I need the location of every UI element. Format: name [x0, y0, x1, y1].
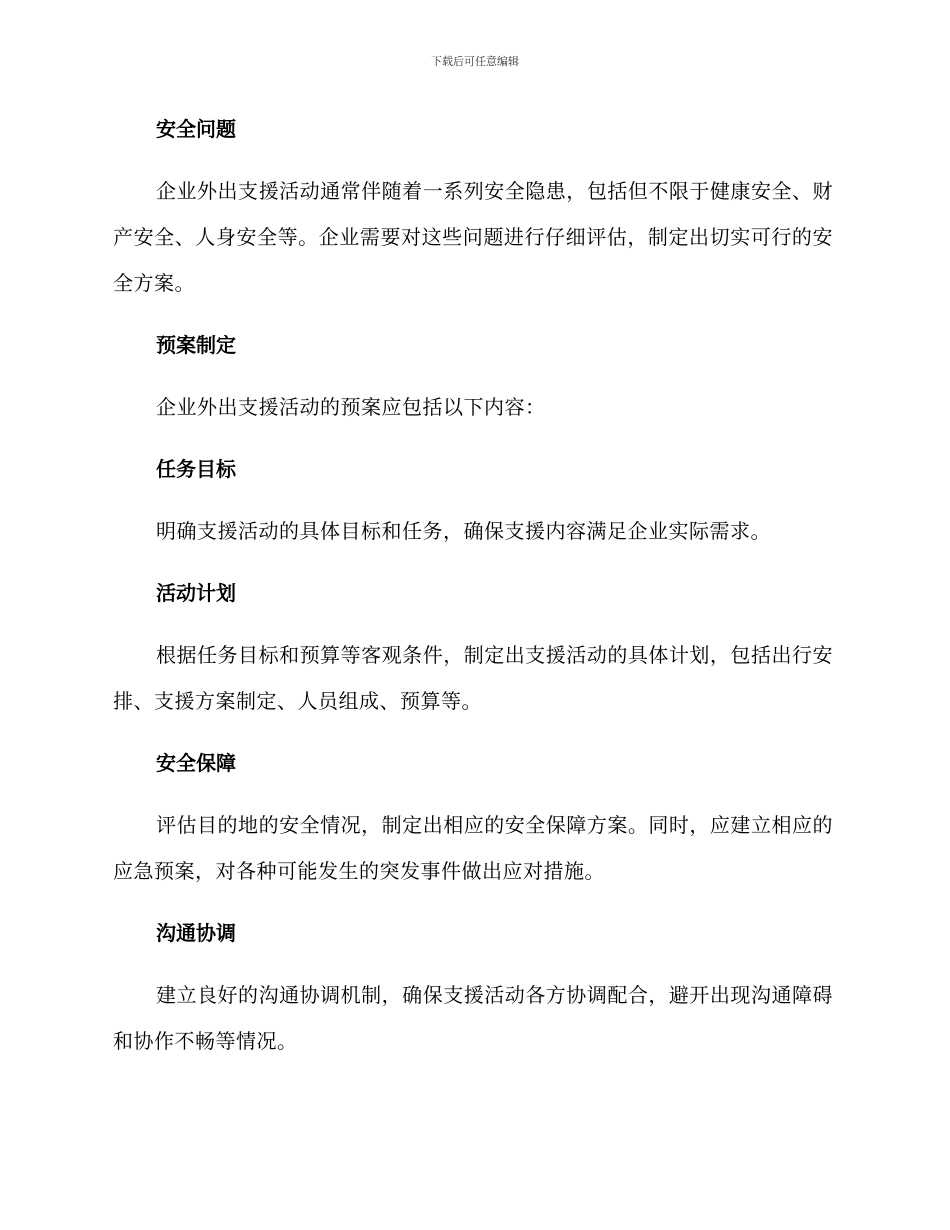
page-header: 下载后可任意编辑 [431, 55, 519, 68]
section-heading: 沟通协调 [156, 921, 236, 945]
section-heading: 预案制定 [156, 333, 236, 357]
section-communication [113, 914, 833, 1064]
document-body [113, 110, 833, 1064]
section-heading: 任务目标 [156, 457, 236, 481]
section-plan-formulation [113, 326, 833, 450]
section-paragraph: 企业外出支援活动的预案应包括以下内容： [156, 395, 546, 419]
section-heading: 安全问题 [156, 117, 236, 141]
section-paragraph: 评估目的地的安全情况，制定出相应的安全保障方案。同时，应建立相应的应急预案，对各种可能发生的突发事件做出应对措施。 [113, 813, 833, 883]
section-paragraph: 明确支援活动的具体目标和任务，确保支援内容满足企业实际需求。 [156, 519, 771, 543]
section-safety-guarantee [113, 744, 833, 914]
section-paragraph: 建立良好的沟通协调机制，确保支援活动各方协调配合，避开出现沟通障碍和协作不畅等情况。 [113, 983, 833, 1053]
section-paragraph: 根据任务目标和预算等客观条件，制定出支援活动的具体计划，包括出行安排、支援方案制定、人员组成、预算等。 [113, 643, 833, 713]
section-paragraph: 企业外出支援活动通常伴随着一系列安全隐患，包括但不限于健康安全、财产安全、人身安全等。企业需要对这些问题进行仔细评估，制定出切实可行的安全方案。 [113, 179, 833, 295]
section-task-goals [113, 450, 833, 574]
section-activity-plan [113, 574, 833, 744]
section-heading: 安全保障 [156, 751, 236, 775]
section-safety-issues [113, 110, 833, 326]
section-heading: 活动计划 [156, 581, 236, 605]
